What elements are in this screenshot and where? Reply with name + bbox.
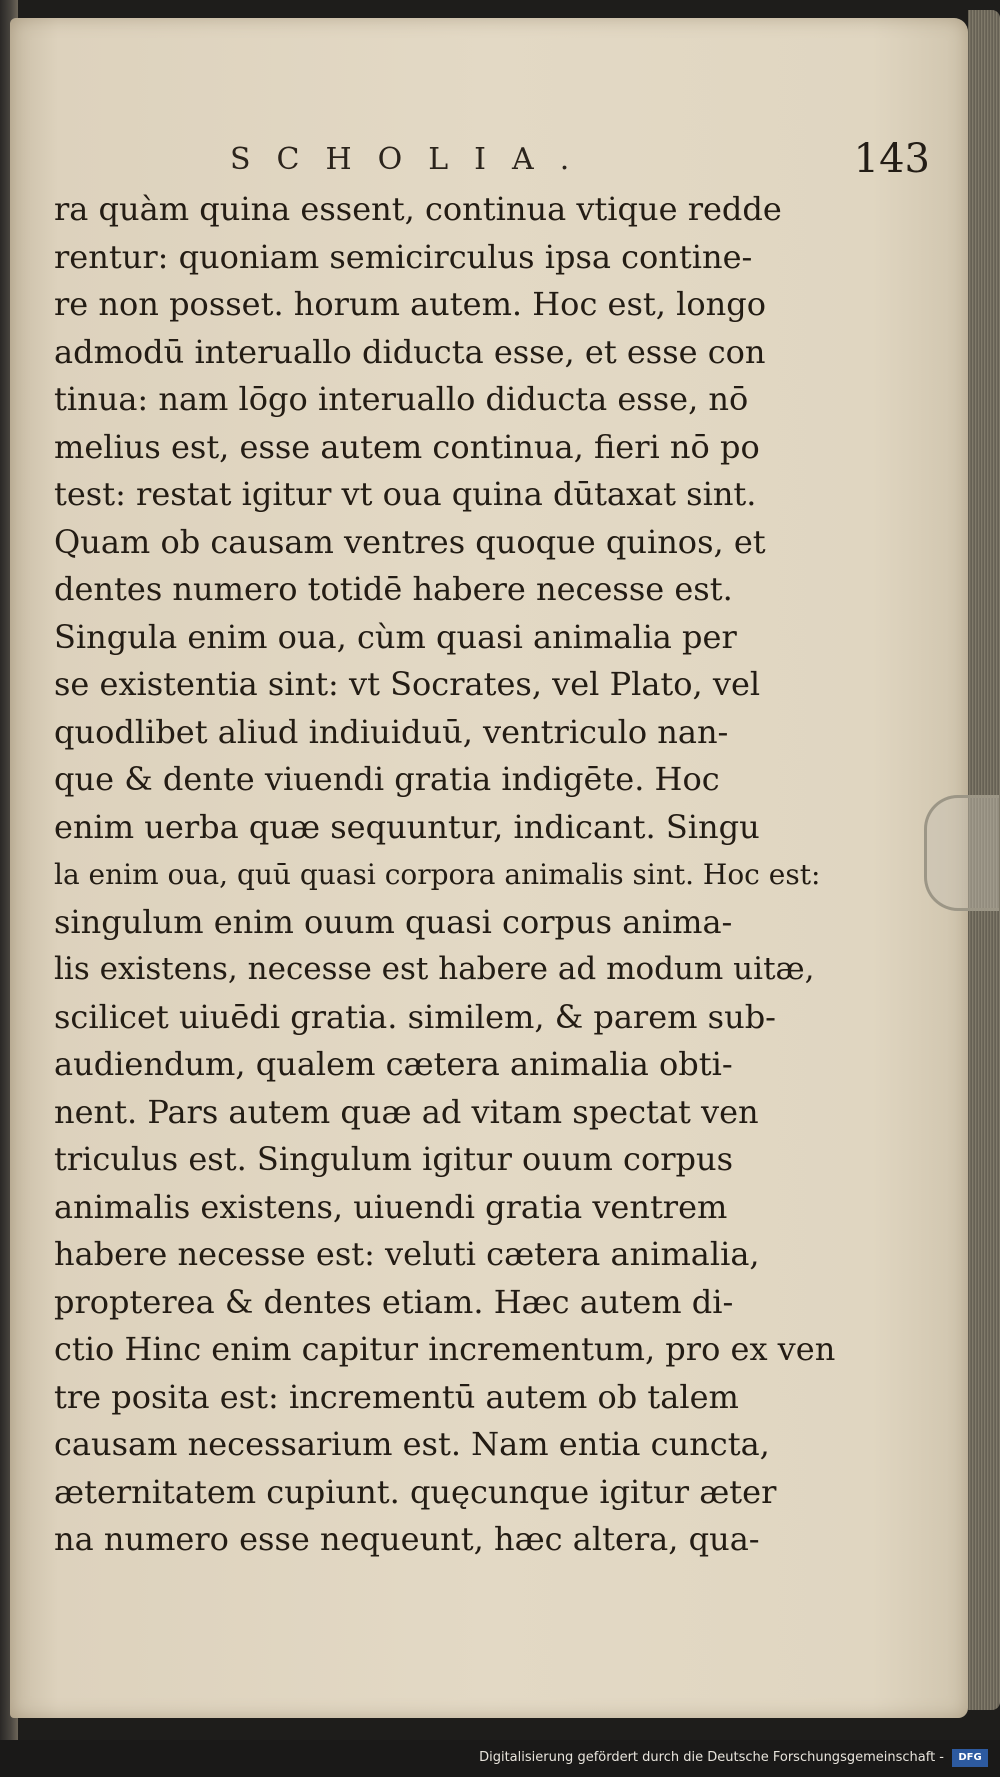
text-line: que & dente viuendi gratia indigēte. Hoc <box>54 760 720 798</box>
dfg-logo: DFG <box>952 1749 988 1767</box>
text-line: quodlibet aliud indiuiduū, ventriculo nan- <box>54 712 729 751</box>
running-title: SCHOLIA. <box>230 142 596 177</box>
text-line: habere necesse est: veluti cætera animalia, <box>54 1235 760 1273</box>
text-line: scilicet uiuēdi gratia. similem, & parem sub- <box>54 997 776 1036</box>
text-line: Singula enim oua, cùm quasi animalia per <box>54 617 737 656</box>
text-line: ctio Hinc enim capitur incrementum, pro ex ven <box>54 1330 836 1368</box>
text-line: ra quàm quina essent, continua vtique redde <box>54 190 782 228</box>
text-line: lis existens, necesse est habere ad modum uitæ, <box>54 951 815 987</box>
text-line: re non posset. horum autem. Hoc est, longo <box>54 285 766 323</box>
text-line: na numero esse nequeunt, hæc altera, qua- <box>54 1520 760 1558</box>
body-text <box>54 186 836 1564</box>
text-line: admodū interuallo diducta esse, et esse con <box>54 332 766 371</box>
text-line: audiendum, qualem cætera animalia obti- <box>54 1045 733 1083</box>
text-line: æternitatem cupiunt. quęcunque igitur æter <box>54 1472 777 1511</box>
page-clip <box>924 795 999 911</box>
book-page <box>10 18 968 1718</box>
text-line: propterea & dentes etiam. Hæc autem di- <box>54 1282 734 1321</box>
text-line: se existentia sint: vt Socrates, vel Plato, vel <box>54 665 761 703</box>
text-line: nent. Pars autem quæ ad vitam spectat ven <box>54 1092 759 1131</box>
funding-credit: Digitalisierung gefördert durch die Deutsche Forschungsgemeinschaft - <box>479 1750 944 1765</box>
text-line: triculus est. Singulum igitur ouum corpus <box>54 1140 734 1178</box>
text-line: causam necessarium est. Nam entia cuncta, <box>54 1425 770 1463</box>
text-line: test: restat igitur vt oua quina dūtaxat sint. <box>54 475 757 513</box>
text-line: melius est, esse autem continua, fieri nō po <box>54 427 760 466</box>
text-line: la enim oua, quū quasi corpora animalis sint. Hoc est: <box>54 858 821 891</box>
footer-bar <box>0 1740 1000 1777</box>
text-line: rentur: quoniam semicirculus ipsa contine- <box>54 237 753 276</box>
text-line: enim uerba quæ sequuntur, indicant. Singu <box>54 807 760 846</box>
text-line: Quam ob causam ventres quoque quinos, et <box>54 522 766 561</box>
page-number: 143 <box>853 136 930 182</box>
text-line: tinua: nam lōgo interuallo diducta esse, nō <box>54 380 749 418</box>
text-line: tre posita est: incrementū autem ob talem <box>54 1377 739 1416</box>
text-line: dentes numero totidē habere necesse est. <box>54 570 733 608</box>
text-line: singulum enim ouum quasi corpus anima- <box>54 902 733 941</box>
text-line: animalis existens, uiuendi gratia ventrem <box>54 1187 728 1226</box>
